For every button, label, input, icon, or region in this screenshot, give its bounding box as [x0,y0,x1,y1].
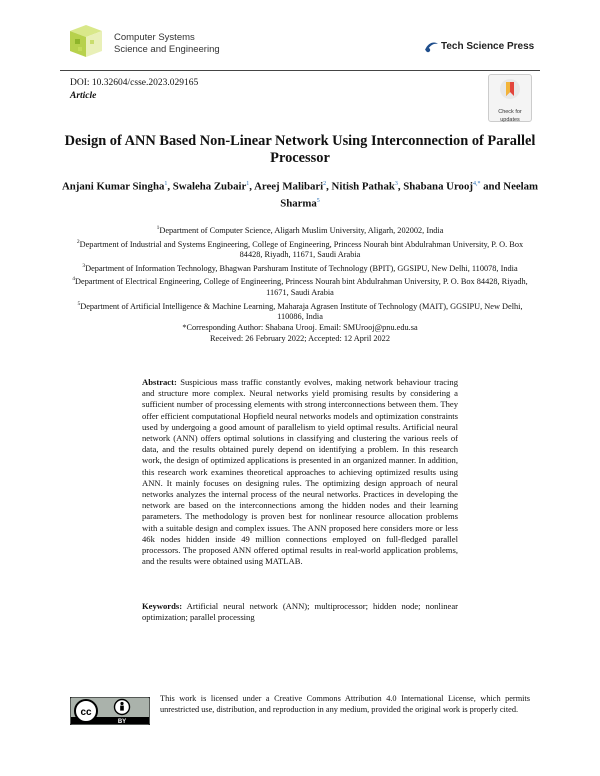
affiliation-5: $^5$Department of Artificial Intelligence & Machine Learning, Maharaja Agrasen Institute of Technology (MAIT), GGSIPU, New Delhi, 110086, India [77,300,523,322]
check-updates-line2: updates [500,117,520,123]
abstract-label: Abstract: [142,377,177,387]
publisher-logo [423,38,534,56]
author-name[interactable]: Neelam Sharma [280,180,539,210]
publisher-name: Tech Science Press [441,41,535,53]
license-text: This work is licensed under a Creative Commons Attribution 4.0 International License, which permits unrestricted use, distribution, and reproduction in any medium, provided the original work is properly cited. [160,694,530,714]
check-updates-line1: Check for [498,109,522,115]
cc-badge-cc: cc [80,707,92,718]
keywords-label: Keywords: [142,601,183,611]
keywords [142,601,458,623]
author-sup: 1 [246,181,250,187]
abstract-text: Suspicious mass traffic constantly evolves, making network behaviour tracing and structure more complex. Neural networks yield promising results by considering a sufficient number of processing elements with strong interconnections between them. They offer efficient computational Hopfield neural networks models and optimization constraints used by undergoing a good amount of parallelism to yield optimal results. Artificial neural network (ANN) offers optimal solutions in classifying and clustering the various reels of data, and the results obtained purely depend on identifying a problem. In this research work, the design of optimized applications is presented in an organized manner. In addition, this research work examines theoretical approaches to achieving optimized results using ANN. It mainly focuses on designing rules. The optimizing design approach of neural networks analyzes the internal process of the neural networks. Practices in developing the network are based on the interconnections among the hidden nodes and their learning parameters. The methodology is proven best for nonlinear resource allocation problems with a suitable design and complex issues. The ANN proposed here considers more or less 46k nodes hidden inside 49 million connections employed on full-fledged parallel processors. The proposed ANN offered optimal results in real-world application problems, and the results were obtained using MATLAB. [142,377,458,567]
author-sup: 5 [316,197,320,204]
check-for-updates-button[interactable] [488,74,532,122]
received-accepted-dates: Received: 26 February 2022; Accepted: 12 April 2022 [210,334,390,343]
journal-name-line1: Computer Systems [114,32,195,43]
affiliations [66,223,534,345]
journal-name-line2: Science and Engineering [114,44,220,55]
journal-name [114,32,220,56]
author-list: Anjani Kumar Singha$^1$, Swaleha Zubair$^1$, Areej Malibari$^2$, Nitish Pathak$^3$, Shabana Urooj$^{4,*}$ and Neelam Sharma$^5$ [61,180,539,210]
keywords-text: Artificial neural network (ANN); multiprocessor; hidden node; nonlinear optimization; parallel processing [142,601,458,623]
bookmark-icon [499,78,521,102]
author-name[interactable]: Shabana Urooj [403,180,473,193]
doi[interactable]: DOI: 10.32604/csse.2023.029165 [70,78,199,88]
author-name[interactable]: Nitish Pathak [331,180,395,193]
author-name[interactable]: Swaleha Zubair [172,180,247,193]
author-sup: 4,* [472,181,481,187]
header-divider [60,70,540,71]
tsp-swoosh-icon [423,39,439,55]
author-sup: 1 [164,181,168,187]
corresponding-author: *Corresponding Author: Shabana Urooj. Email: SMUrooj@pnu.edu.sa [182,323,418,333]
author-sup: 3 [394,181,398,187]
author-name[interactable]: Anjani Kumar Singha [61,180,165,193]
author-name[interactable]: Areej Malibari [254,180,324,193]
journal-logo-icon [66,23,106,59]
affiliation-2: $^2$Department of Industrial and Systems Engineering, College of Engineering, Princess Nourah bint Abdulrahman University, P. O. Box 84428, Riyadh, 11671, Saudi Arabia [76,238,524,260]
affiliation-1: $^1$Department of Computer Science, Aligarh Muslim University, Aligarh, 202002, India [156,225,444,235]
abstract [142,377,458,567]
affiliation-4: $^4$Department of Electrical Engineering, College of Engineering, Princess Nourah bint Abdulrahman University, P. O. Box 84428, Riyadh, 11671, Saudi Arabia [72,276,528,298]
author-sup: 2 [323,181,327,187]
paper-title: Design of ANN Based Non-Linear Network Using Interconnection of Parallel Processor [64,133,536,166]
cc-by-license-icon[interactable] [70,697,150,725]
affiliation-3: $^3$Department of Information Technology, Bhagwan Parshuram Institute of Technology (BPIT), GGSIPU, New Delhi, 110078, India [82,262,518,273]
cc-badge-by: BY [117,719,127,725]
article-type: Article [70,91,97,101]
